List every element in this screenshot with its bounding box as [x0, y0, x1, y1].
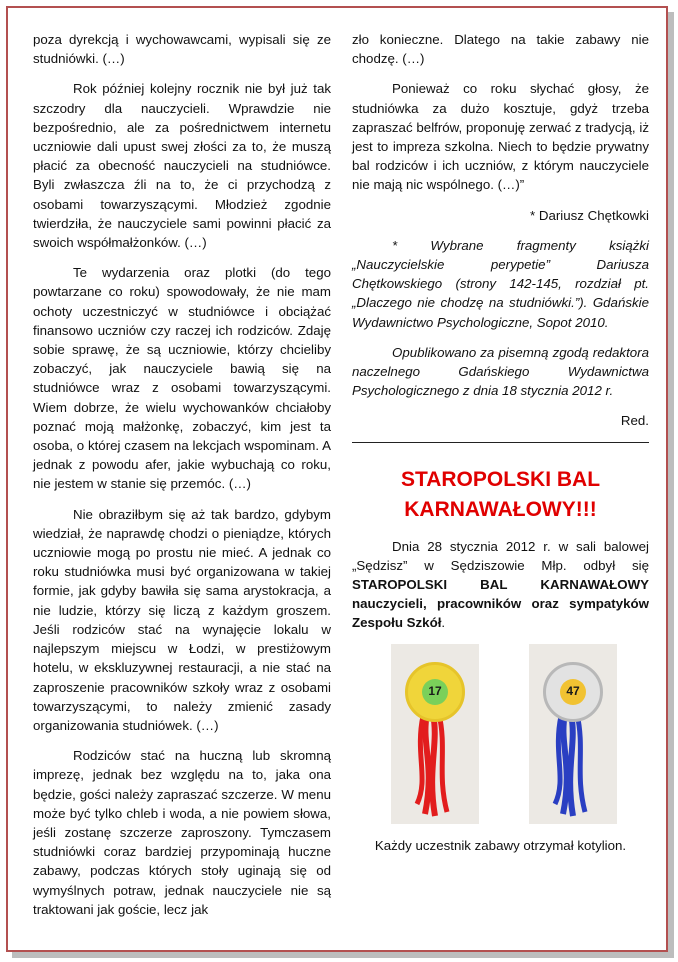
section-divider [352, 442, 649, 443]
right-column [352, 30, 649, 855]
rosette-photo-2 [529, 644, 617, 824]
bal-text-start: Dnia 28 stycznia 2012 r. w sali balowej „Sędzisz” w Sędziszowie Młp. odbył się [352, 538, 649, 573]
rosette-icon [543, 662, 603, 722]
right-paragraph-2: Ponieważ co roku słychać głosy, że studniówka za dużo kosztuje, gdyż trzeba zapraszać belfrów, proponuję zerwać z tradycją, iż jest to impreza szkolna. Niech to będzie prywatny bal rodziców i ich uczniów, z którym nauczyciele nie mają nic wspólnego. (…)” [352, 81, 649, 193]
rosette-number-2: 47 [560, 679, 586, 705]
bal-text-bold: STAROPOLSKI BAL KARNAWAŁOWY nauczycieli, pracowników oraz sympatyków Zespołu Szkół [352, 577, 649, 631]
photo-caption: Każdy uczestnik zabawy otrzymał kotylion. [374, 837, 627, 853]
left-paragraph-5: Rodziców stać na huczną lub skromną imprezę, jednak bez względu na to, jaka ona będzie, gości należy zapraszać szczerze. W menu może być tylko chleb i woda, a nie powiem słowa, jeśli zostanę szczerze zaproszony. Tymczasem studniówki coraz bardziej przypominają huczne zabawy, podczas których stoły uginają się od wymyślnych potraw, jednak nauczyciele nie są traktowani jak goście, lecz jak [33, 748, 331, 917]
article-headline [352, 465, 649, 525]
frame-shadow-right [668, 12, 674, 958]
headline-line-2: KARNAWAŁOWY!!! [404, 497, 597, 521]
left-paragraph-4: Nie obraziłbym się aż tak bardzo, gdybym wiedział, że naprawdę chodzi o pieniądze, których uczniowie mogą po prostu nie mieć. A jednak co roku studniówka musi być organizowana w takiej formie, jak gdyby bawiła się sama arystokracja, a nie ludzie, którzy się liczą z każdym groszem. Jeśli rodziców stać na wynajęcie lokalu w najlepszym miejscu w Łodzi, w prestiżowym hotelu, w ekskluzywnej restauracji, a nie stać na zaproszenie pracowników szkoły wraz z osobami towarzyszącymi, to należy zmienić zasady organizowania studniówek. (…) [33, 506, 331, 733]
editor-signature: Red. [620, 413, 649, 429]
frame-shadow-bottom [12, 952, 674, 958]
bal-text-end: . [441, 615, 446, 631]
left-paragraph-2: Rok później kolejny rocznik nie był już tak szczodry dla nauczycieli. Wprawdzie nie bezpośrednio, ale za pośrednictwem internetu uczniowie dali upust swej złości za to, że muszą płacić za obecność nauczycieli na studniówce. Byli zwłaszcza źli na to, że ci przychodzą z osobami towarzyszącymi. Młodzież zgodnie twierdziła, że nauczyciele sami powinni płacić za swoich współmałżonków. (…) [33, 81, 331, 251]
source-note: * Wybrane fragmenty książki „Nauczycielskie perypetie” Dariusza Chętkowskiego (strony 142-145, rozdział pt. „Dlaczego nie chodzę na studniówki.”). Gdańskie Wydawnictwo Psychologiczne, Sopot 2010. [352, 237, 649, 330]
rosette-number-1: 17 [422, 679, 448, 705]
left-paragraph-3: Te wydarzenia oraz plotki (do tego powtarzane co roku) spowodowały, że nie mam ochoty uczestniczyć w studniówce i obciążać finansowo uczniów czy raczej ich rodziców. Zdaję sobie sprawę, że są uczniowie, którzy chcieliby zobaczyć, jak nauczyciele bawią się na studniówce wraz z osobami towarzyszącymi. Wiem dobrze, że wielu wychowanków chciałoby poznać moją małżonkę, zobaczyć, kim jest ta osoba, o której czasem na lekcjach wspominam. A jednak z powodu afer, jakie wybuchają co roku, nie jestem w stanie się przemóc. (…) [33, 265, 331, 492]
rosette-icon [405, 662, 465, 722]
rosette-photo-1 [391, 644, 479, 824]
author-line: * Dariusz Chętkowki [530, 207, 649, 223]
photo-row [352, 644, 649, 824]
left-paragraph-1: poza dyrekcją i wychowawcami, wypisali się ze studniówki. (…) [33, 32, 331, 67]
publish-note: Opublikowano za pisemną zgodą redaktora naczelnego Gdańskiego Wydawnictwa Psychologicznego z dnia 18 stycznia 2012 r. [352, 344, 649, 399]
right-paragraph-1: zło konieczne. Dlatego na takie zabawy nie chodzę. (…) [352, 32, 649, 67]
bal-paragraph [352, 537, 649, 633]
left-column [33, 30, 331, 930]
headline-line-1: STAROPOLSKI BAL [400, 467, 601, 491]
